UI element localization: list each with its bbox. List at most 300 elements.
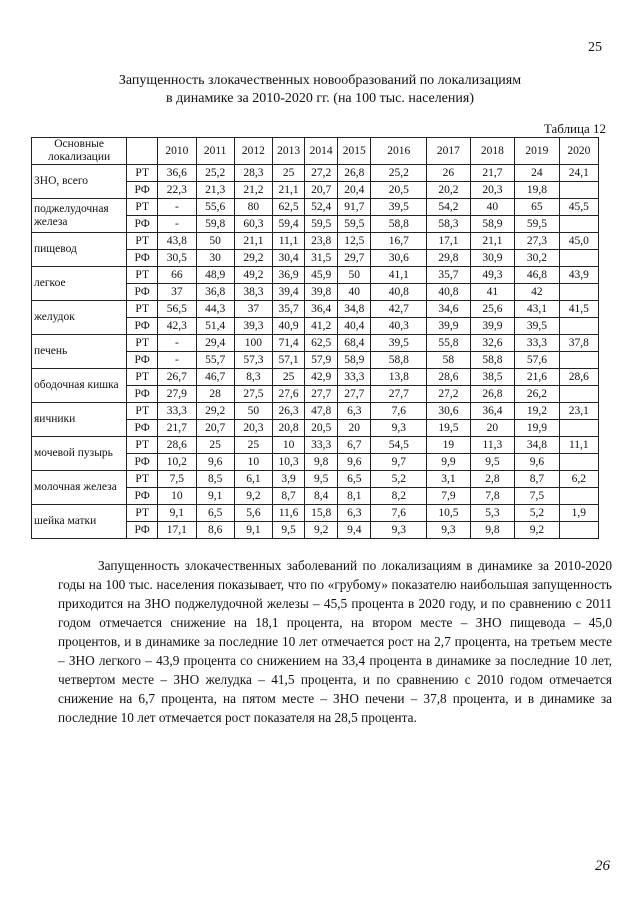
region-cell: РТ bbox=[127, 471, 158, 488]
value-cell: 9,3 bbox=[371, 522, 427, 539]
value-cell: 59,5 bbox=[305, 216, 338, 233]
value-cell: 8,6 bbox=[196, 522, 234, 539]
value-cell: 11,3 bbox=[470, 437, 514, 454]
value-cell: 52,4 bbox=[305, 199, 338, 216]
value-cell: 46,7 bbox=[196, 369, 234, 386]
region-cell: РФ bbox=[127, 454, 158, 471]
region-cell: РТ bbox=[127, 505, 158, 522]
region-cell: РТ bbox=[127, 369, 158, 386]
header-year: 2019 bbox=[515, 138, 559, 165]
region-cell: РФ bbox=[127, 386, 158, 403]
table-row bbox=[32, 267, 599, 284]
table-row bbox=[32, 471, 599, 488]
footer-mark: 26 bbox=[595, 858, 610, 874]
value-cell: 38,5 bbox=[470, 369, 514, 386]
region-cell: РФ bbox=[127, 284, 158, 301]
value-cell bbox=[559, 250, 598, 267]
value-cell: 100 bbox=[234, 335, 272, 352]
value-cell: 28,6 bbox=[158, 437, 196, 454]
value-cell: 19,8 bbox=[515, 182, 559, 199]
value-cell: 40 bbox=[470, 199, 514, 216]
location-cell: поджелудочная железа bbox=[32, 199, 127, 233]
region-cell: РФ bbox=[127, 182, 158, 199]
value-cell: 30,9 bbox=[470, 250, 514, 267]
header-year: 2014 bbox=[305, 138, 338, 165]
value-cell: 20,3 bbox=[470, 182, 514, 199]
value-cell: 19,5 bbox=[427, 420, 470, 437]
page-title bbox=[0, 72, 640, 108]
value-cell: 42,3 bbox=[158, 318, 196, 335]
value-cell: 12,5 bbox=[338, 233, 371, 250]
table-row bbox=[32, 335, 599, 352]
value-cell: 42,9 bbox=[305, 369, 338, 386]
value-cell: 50 bbox=[234, 403, 272, 420]
value-cell: 29,8 bbox=[427, 250, 470, 267]
value-cell: - bbox=[158, 335, 196, 352]
value-cell: 9,7 bbox=[371, 454, 427, 471]
value-cell: 20,3 bbox=[234, 420, 272, 437]
value-cell: 5,2 bbox=[371, 471, 427, 488]
value-cell: 47,8 bbox=[305, 403, 338, 420]
value-cell: 6,7 bbox=[338, 437, 371, 454]
value-cell: 11,1 bbox=[273, 233, 305, 250]
value-cell: 10,5 bbox=[427, 505, 470, 522]
value-cell: 21,3 bbox=[196, 182, 234, 199]
value-cell: 42 bbox=[515, 284, 559, 301]
value-cell: 65 bbox=[515, 199, 559, 216]
value-cell: 21,1 bbox=[273, 182, 305, 199]
value-cell: 45,9 bbox=[305, 267, 338, 284]
value-cell: 30,5 bbox=[158, 250, 196, 267]
value-cell: 68,4 bbox=[338, 335, 371, 352]
value-cell: 10 bbox=[273, 437, 305, 454]
region-cell: РТ bbox=[127, 199, 158, 216]
table-row bbox=[32, 505, 599, 522]
value-cell: 43,1 bbox=[515, 301, 559, 318]
value-cell: 34,8 bbox=[338, 301, 371, 318]
value-cell: 29,2 bbox=[234, 250, 272, 267]
value-cell: 58,9 bbox=[338, 352, 371, 369]
value-cell: 27,5 bbox=[234, 386, 272, 403]
value-cell: 20 bbox=[338, 420, 371, 437]
value-cell: 37 bbox=[158, 284, 196, 301]
value-cell: 41,5 bbox=[559, 301, 598, 318]
value-cell: 5,6 bbox=[234, 505, 272, 522]
header-year: 2018 bbox=[470, 138, 514, 165]
value-cell: 35,7 bbox=[427, 267, 470, 284]
value-cell: 20,5 bbox=[305, 420, 338, 437]
value-cell: 42,7 bbox=[371, 301, 427, 318]
value-cell: 23,1 bbox=[559, 403, 598, 420]
value-cell: 36,4 bbox=[305, 301, 338, 318]
value-cell: 21,7 bbox=[470, 165, 514, 182]
value-cell: 41,2 bbox=[305, 318, 338, 335]
value-cell: 1,9 bbox=[559, 505, 598, 522]
header-year: 2017 bbox=[427, 138, 470, 165]
value-cell: 19,9 bbox=[515, 420, 559, 437]
value-cell: 62,5 bbox=[273, 199, 305, 216]
value-cell: 34,8 bbox=[515, 437, 559, 454]
value-cell: 30,2 bbox=[515, 250, 559, 267]
table-row bbox=[32, 301, 599, 318]
value-cell: 20,5 bbox=[371, 182, 427, 199]
region-cell: РФ bbox=[127, 352, 158, 369]
value-cell: 55,8 bbox=[427, 335, 470, 352]
value-cell: 6,1 bbox=[234, 471, 272, 488]
value-cell bbox=[559, 182, 598, 199]
value-cell: 25 bbox=[273, 165, 305, 182]
value-cell: 27,6 bbox=[273, 386, 305, 403]
region-cell: РФ bbox=[127, 488, 158, 505]
value-cell: 3,9 bbox=[273, 471, 305, 488]
value-cell: 50 bbox=[338, 267, 371, 284]
value-cell: 44,3 bbox=[196, 301, 234, 318]
location-cell: молочная железа bbox=[32, 471, 127, 505]
value-cell: 37,8 bbox=[559, 335, 598, 352]
value-cell: 57,3 bbox=[234, 352, 272, 369]
value-cell: 39,9 bbox=[427, 318, 470, 335]
value-cell: 58,8 bbox=[371, 216, 427, 233]
value-cell: 29,7 bbox=[338, 250, 371, 267]
value-cell: 71,4 bbox=[273, 335, 305, 352]
value-cell: 30 bbox=[196, 250, 234, 267]
value-cell: 20 bbox=[470, 420, 514, 437]
header-row bbox=[32, 138, 599, 165]
value-cell: 22,3 bbox=[158, 182, 196, 199]
value-cell: 40 bbox=[338, 284, 371, 301]
value-cell bbox=[559, 352, 598, 369]
value-cell: 39,3 bbox=[234, 318, 272, 335]
value-cell: 43,8 bbox=[158, 233, 196, 250]
value-cell bbox=[559, 318, 598, 335]
value-cell: 48,9 bbox=[196, 267, 234, 284]
value-cell: 9,6 bbox=[338, 454, 371, 471]
value-cell: 27,7 bbox=[305, 386, 338, 403]
value-cell: 54,5 bbox=[371, 437, 427, 454]
table-row bbox=[32, 369, 599, 386]
value-cell: 17,1 bbox=[427, 233, 470, 250]
value-cell: 28 bbox=[196, 386, 234, 403]
value-cell: 33,3 bbox=[338, 369, 371, 386]
value-cell: 26,2 bbox=[515, 386, 559, 403]
value-cell: 56,5 bbox=[158, 301, 196, 318]
value-cell: 30,6 bbox=[371, 250, 427, 267]
value-cell: 38,3 bbox=[234, 284, 272, 301]
value-cell: 20,7 bbox=[305, 182, 338, 199]
value-cell: 30,4 bbox=[273, 250, 305, 267]
value-cell: 9,4 bbox=[338, 522, 371, 539]
value-cell: 36,4 bbox=[470, 403, 514, 420]
value-cell bbox=[559, 216, 598, 233]
value-cell: 36,6 bbox=[158, 165, 196, 182]
body-paragraph: Запущенность злокачественных заболеваний по локализациям в динамике за 2010-2020 годы на 100 тыс. населения показывает, что по «грубому» показателю наибольшая запущенность приходится на ЗНО поджелудочной железы – 45,5 процента в 2020 году, и по сравнению с 2011 годом отмечается снижение на 18,1 процента, на втором месте – ЗНО пищевода – 45,0 процентов, и в динамике за последние 10 лет отмечается рост на 2,7 процента, на третьем месте – ЗНО легкого – 43,9 процента со снижением на 33,4 процента в динамике за последние 10 лет, четвертом месте – ЗНО желудка – 41,5 процента, и по сравнению с 2010 годом отмечается снижение на 6,7 процента, на пятом месте – ЗНО печени – 37,8 процента, и в динамике за последние 10 лет отмечается рост показателя на 28,5 процента. bbox=[58, 558, 612, 725]
value-cell: 21,7 bbox=[158, 420, 196, 437]
value-cell: 10,3 bbox=[273, 454, 305, 471]
table-row bbox=[32, 437, 599, 454]
location-cell: желудок bbox=[32, 301, 127, 335]
value-cell: 58,3 bbox=[427, 216, 470, 233]
value-cell: 45,0 bbox=[559, 233, 598, 250]
value-cell: 7,8 bbox=[470, 488, 514, 505]
value-cell: 40,9 bbox=[273, 318, 305, 335]
value-cell: 91,7 bbox=[338, 199, 371, 216]
location-cell: печень bbox=[32, 335, 127, 369]
value-cell: 20,2 bbox=[427, 182, 470, 199]
value-cell: 21,1 bbox=[234, 233, 272, 250]
value-cell: 20,8 bbox=[273, 420, 305, 437]
value-cell: 9,9 bbox=[427, 454, 470, 471]
location-cell: яичники bbox=[32, 403, 127, 437]
value-cell: 33,3 bbox=[158, 403, 196, 420]
value-cell: 29,2 bbox=[196, 403, 234, 420]
value-cell: 21,6 bbox=[515, 369, 559, 386]
value-cell bbox=[559, 386, 598, 403]
value-cell: 8,7 bbox=[515, 471, 559, 488]
value-cell: 6,2 bbox=[559, 471, 598, 488]
value-cell: 36,9 bbox=[273, 267, 305, 284]
value-cell: 9,5 bbox=[273, 522, 305, 539]
header-year: 2012 bbox=[234, 138, 272, 165]
value-cell: - bbox=[158, 199, 196, 216]
value-cell: 9,1 bbox=[158, 505, 196, 522]
value-cell: 39,5 bbox=[515, 318, 559, 335]
value-cell: 46,8 bbox=[515, 267, 559, 284]
value-cell: 15,8 bbox=[305, 505, 338, 522]
value-cell: 39,9 bbox=[470, 318, 514, 335]
value-cell: 21,2 bbox=[234, 182, 272, 199]
value-cell: 26,7 bbox=[158, 369, 196, 386]
value-cell: 8,1 bbox=[338, 488, 371, 505]
region-cell: РФ bbox=[127, 216, 158, 233]
value-cell: 26,8 bbox=[338, 165, 371, 182]
value-cell: 51,4 bbox=[196, 318, 234, 335]
value-cell: 9,3 bbox=[371, 420, 427, 437]
value-cell: 30,6 bbox=[427, 403, 470, 420]
value-cell: 9,2 bbox=[515, 522, 559, 539]
value-cell bbox=[559, 284, 598, 301]
value-cell: 28,6 bbox=[559, 369, 598, 386]
value-cell: 9,8 bbox=[305, 454, 338, 471]
value-cell: 25,6 bbox=[470, 301, 514, 318]
value-cell: 55,6 bbox=[196, 199, 234, 216]
location-cell: легкое bbox=[32, 267, 127, 301]
value-cell: 39,5 bbox=[371, 199, 427, 216]
region-cell: РТ bbox=[127, 437, 158, 454]
value-cell: 9,5 bbox=[470, 454, 514, 471]
value-cell: 25 bbox=[273, 369, 305, 386]
value-cell: 8,3 bbox=[234, 369, 272, 386]
value-cell: 49,2 bbox=[234, 267, 272, 284]
value-cell: 9,1 bbox=[234, 522, 272, 539]
table-row bbox=[32, 233, 599, 250]
value-cell: 40,4 bbox=[338, 318, 371, 335]
value-cell: 3,1 bbox=[427, 471, 470, 488]
value-cell: 59,5 bbox=[515, 216, 559, 233]
value-cell: 55,7 bbox=[196, 352, 234, 369]
value-cell: 60,3 bbox=[234, 216, 272, 233]
value-cell: 59,8 bbox=[196, 216, 234, 233]
header-year: 2013 bbox=[273, 138, 305, 165]
value-cell: 8,7 bbox=[273, 488, 305, 505]
header-year: 2011 bbox=[196, 138, 234, 165]
value-cell: 25 bbox=[196, 437, 234, 454]
value-cell: 58,9 bbox=[470, 216, 514, 233]
value-cell: 39,5 bbox=[371, 335, 427, 352]
value-cell: 54,2 bbox=[427, 199, 470, 216]
region-cell: РФ bbox=[127, 420, 158, 437]
value-cell: 25,2 bbox=[371, 165, 427, 182]
value-cell: 32,6 bbox=[470, 335, 514, 352]
value-cell: 57,9 bbox=[305, 352, 338, 369]
value-cell: 33,3 bbox=[515, 335, 559, 352]
value-cell: 27,7 bbox=[371, 386, 427, 403]
value-cell: 7,9 bbox=[427, 488, 470, 505]
region-cell: РТ bbox=[127, 267, 158, 284]
value-cell: 19,2 bbox=[515, 403, 559, 420]
location-cell: ободочная кишка bbox=[32, 369, 127, 403]
value-cell: 9,8 bbox=[470, 522, 514, 539]
value-cell: 5,2 bbox=[515, 505, 559, 522]
value-cell: 20,4 bbox=[338, 182, 371, 199]
value-cell: 27,3 bbox=[515, 233, 559, 250]
table-row bbox=[32, 199, 599, 216]
region-cell: РТ bbox=[127, 403, 158, 420]
value-cell: 8,2 bbox=[371, 488, 427, 505]
value-cell: 9,6 bbox=[196, 454, 234, 471]
table-body bbox=[32, 165, 599, 539]
location-cell: мочевой пузырь bbox=[32, 437, 127, 471]
value-cell: 10 bbox=[234, 454, 272, 471]
value-cell: 37 bbox=[234, 301, 272, 318]
header-region bbox=[127, 138, 158, 165]
value-cell bbox=[559, 488, 598, 505]
region-cell: РФ bbox=[127, 522, 158, 539]
header-year: 2020 bbox=[559, 138, 598, 165]
value-cell: 8,4 bbox=[305, 488, 338, 505]
value-cell: 49,3 bbox=[470, 267, 514, 284]
value-cell: 6,5 bbox=[196, 505, 234, 522]
value-cell: 40,8 bbox=[371, 284, 427, 301]
value-cell bbox=[559, 420, 598, 437]
value-cell: 9,1 bbox=[196, 488, 234, 505]
value-cell: 2,8 bbox=[470, 471, 514, 488]
value-cell: 7,5 bbox=[515, 488, 559, 505]
region-cell: РТ bbox=[127, 233, 158, 250]
value-cell: 43,9 bbox=[559, 267, 598, 284]
value-cell bbox=[559, 454, 598, 471]
value-cell: 39,8 bbox=[305, 284, 338, 301]
value-cell: 50 bbox=[196, 233, 234, 250]
location-cell: шейка матки bbox=[32, 505, 127, 539]
value-cell: 8,5 bbox=[196, 471, 234, 488]
value-cell: 6,3 bbox=[338, 505, 371, 522]
value-cell: 25,2 bbox=[196, 165, 234, 182]
value-cell: - bbox=[158, 352, 196, 369]
table-label: Таблица 12 bbox=[543, 121, 606, 136]
value-cell: 80 bbox=[234, 199, 272, 216]
value-cell: 13,8 bbox=[371, 369, 427, 386]
location-cell: пищевод bbox=[32, 233, 127, 267]
header-year: 2015 bbox=[338, 138, 371, 165]
value-cell: 7,5 bbox=[158, 471, 196, 488]
value-cell: 45,5 bbox=[559, 199, 598, 216]
value-cell: 11,1 bbox=[559, 437, 598, 454]
table-row bbox=[32, 403, 599, 420]
header-year: 2016 bbox=[371, 138, 427, 165]
title-line-1: Запущенность злокачественных новообразований по локализациям bbox=[118, 73, 522, 88]
value-cell: 10 bbox=[158, 488, 196, 505]
value-cell bbox=[559, 522, 598, 539]
value-cell: 9,2 bbox=[305, 522, 338, 539]
table-row bbox=[32, 165, 599, 182]
value-cell: 25 bbox=[234, 437, 272, 454]
value-cell: 23,8 bbox=[305, 233, 338, 250]
location-cell: ЗНО, всего bbox=[32, 165, 127, 199]
region-cell: РФ bbox=[127, 318, 158, 335]
value-cell: 59,5 bbox=[338, 216, 371, 233]
value-cell: 24,1 bbox=[559, 165, 598, 182]
value-cell: 29,4 bbox=[196, 335, 234, 352]
value-cell: 28,6 bbox=[427, 369, 470, 386]
value-cell: 40,3 bbox=[371, 318, 427, 335]
value-cell: 39,4 bbox=[273, 284, 305, 301]
value-cell: 57,1 bbox=[273, 352, 305, 369]
value-cell: 5,3 bbox=[470, 505, 514, 522]
value-cell: - bbox=[158, 216, 196, 233]
value-cell: 10,2 bbox=[158, 454, 196, 471]
value-cell: 26,8 bbox=[470, 386, 514, 403]
value-cell: 27,2 bbox=[305, 165, 338, 182]
value-cell: 27,7 bbox=[338, 386, 371, 403]
value-cell: 16,7 bbox=[371, 233, 427, 250]
value-cell: 58,8 bbox=[371, 352, 427, 369]
value-cell: 6,3 bbox=[338, 403, 371, 420]
value-cell: 20,7 bbox=[196, 420, 234, 437]
value-cell: 62,5 bbox=[305, 335, 338, 352]
value-cell: 36,8 bbox=[196, 284, 234, 301]
region-cell: РТ bbox=[127, 165, 158, 182]
value-cell: 19 bbox=[427, 437, 470, 454]
page-number: 25 bbox=[588, 40, 602, 55]
value-cell: 9,5 bbox=[305, 471, 338, 488]
value-cell: 9,3 bbox=[427, 522, 470, 539]
value-cell: 6,5 bbox=[338, 471, 371, 488]
header-year: 2010 bbox=[158, 138, 196, 165]
value-cell: 58 bbox=[427, 352, 470, 369]
data-table bbox=[31, 137, 599, 539]
title-line-2: в динамике за 2010-2020 гг. (на 100 тыс. населения) bbox=[166, 91, 474, 106]
value-cell: 31,5 bbox=[305, 250, 338, 267]
value-cell: 7,6 bbox=[371, 403, 427, 420]
value-cell: 58,8 bbox=[470, 352, 514, 369]
header-location: Основные локализации bbox=[32, 138, 127, 165]
value-cell: 26 bbox=[427, 165, 470, 182]
value-cell: 17,1 bbox=[158, 522, 196, 539]
value-cell: 59,4 bbox=[273, 216, 305, 233]
value-cell: 41,1 bbox=[371, 267, 427, 284]
value-cell: 9,2 bbox=[234, 488, 272, 505]
region-cell: РФ bbox=[127, 250, 158, 267]
value-cell: 24 bbox=[515, 165, 559, 182]
value-cell: 40,8 bbox=[427, 284, 470, 301]
value-cell: 9,6 bbox=[515, 454, 559, 471]
value-cell: 27,2 bbox=[427, 386, 470, 403]
value-cell: 41 bbox=[470, 284, 514, 301]
value-cell: 57,6 bbox=[515, 352, 559, 369]
value-cell: 7,6 bbox=[371, 505, 427, 522]
value-cell: 27,9 bbox=[158, 386, 196, 403]
value-cell: 21,1 bbox=[470, 233, 514, 250]
